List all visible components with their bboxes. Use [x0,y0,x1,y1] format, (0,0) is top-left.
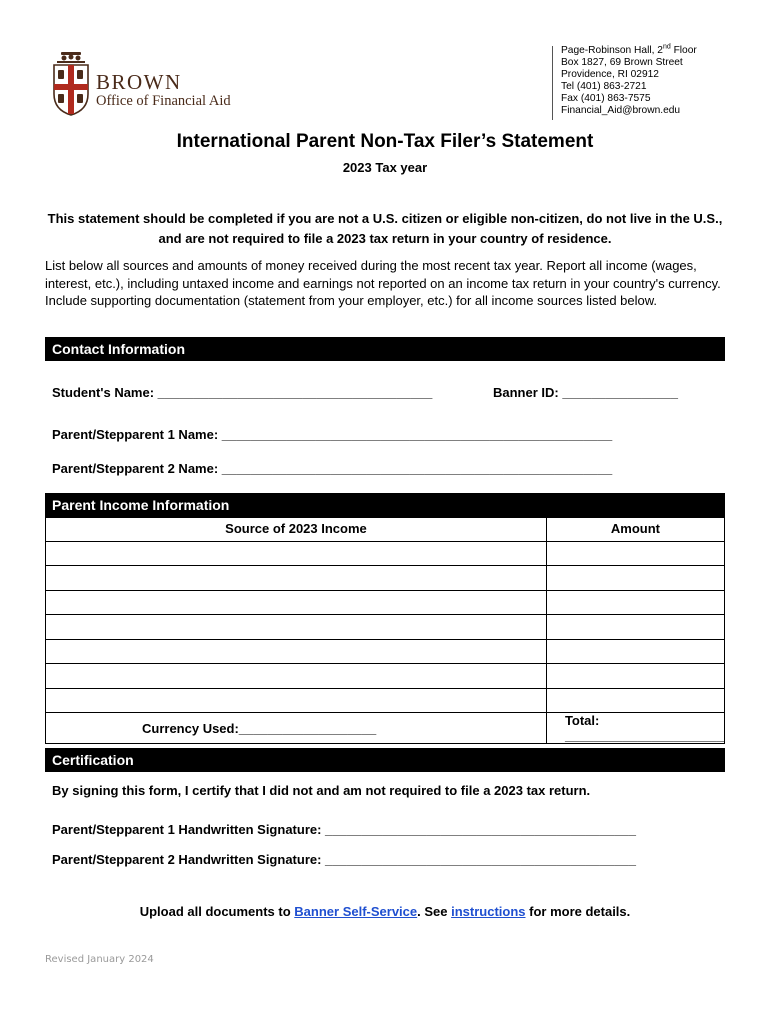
address-line-1: Page-Robinson Hall, 2nd Floor [561,43,697,56]
brand-subtitle: Office of Financial Aid [96,93,231,109]
student-name-field[interactable]: Student's Name: ______________________________________ [52,385,433,400]
table-row [46,590,725,615]
form-title: International Parent Non-Tax Filer’s Statement [176,131,594,152]
amount-cell[interactable] [546,639,724,664]
email: Financial_Aid@brown.edu [561,105,681,116]
contact-section-header: Contact Information [45,337,725,361]
address-line-2: Box 1827, 69 Brown Street [561,57,683,68]
banner-id-field[interactable]: Banner ID: ________________ [493,385,679,400]
instructions-paragraph: List below all sources and amounts of money received during the most recent tax year. Report all income (wages, interest, etc.), including untaxed income and earnings not reported on an income tax return in your country's currency. Include supporting documentation (statement from your employer, etc.) for all income sources listed below. [45,258,721,308]
income-table-header [46,518,725,542]
table-row [46,566,725,591]
income-table-footer [46,713,725,744]
revision-date: Revised January 2024 [45,954,154,965]
source-cell[interactable] [46,664,547,689]
source-column-header: Source of 2023 Income [46,518,547,542]
brown-shield-logo [52,50,90,116]
phone: Tel (401) 863-2721 [561,81,647,92]
table-row [46,615,725,640]
source-cell[interactable] [46,639,547,664]
table-row [46,541,725,566]
banner-self-service-link[interactable]: Banner Self-Service [294,904,418,919]
office-address [561,45,697,117]
source-cell[interactable] [46,590,547,615]
parent1-name-field[interactable]: Parent/Stepparent 1 Name: ______________________________________________________ [52,427,613,442]
source-cell[interactable] [46,541,547,566]
table-row [46,688,725,713]
upload-instructions: Upload all documents to Banner Self-Service. See instructions for more details. [139,904,631,919]
header-divider [552,46,553,120]
table-row [46,639,725,664]
amount-cell[interactable] [546,688,724,713]
certification-statement: By signing this form, I certify that I did not and am not required to file a 2023 tax return. [52,783,591,798]
amount-column-header: Amount [546,518,724,542]
amount-cell[interactable] [546,541,724,566]
eligibility-statement: This statement should be completed if you are not a U.S. citizen or eligible non-citizen, do not live in the U.S., and are not required to file a 2023 tax return in your country of residence. [47,211,723,246]
amount-cell[interactable] [546,590,724,615]
source-cell[interactable] [46,566,547,591]
currency-used-field[interactable]: Currency Used:___________________ [46,713,547,744]
income-table [45,517,725,744]
fax: Fax (401) 863-7575 [561,93,651,104]
parent2-signature-field[interactable]: Parent/Stepparent 2 Handwritten Signature: ___________________________________________ [52,852,636,867]
total-field[interactable]: Total: ______________________ [546,713,724,744]
instructions-link[interactable]: instructions [451,904,526,919]
address-line-3: Providence, RI 02912 [561,69,659,80]
parent2-name-field[interactable]: Parent/Stepparent 2 Name: ______________________________________________________ [52,461,613,476]
source-cell[interactable] [46,688,547,713]
brand-name: BROWN [96,70,182,94]
source-cell[interactable] [46,615,547,640]
certification-section-header: Certification [45,748,725,772]
income-section-header: Parent Income Information [45,493,725,517]
form-subtitle: 2023 Tax year [342,160,428,175]
amount-cell[interactable] [546,664,724,689]
parent1-signature-field[interactable]: Parent/Stepparent 1 Handwritten Signature: ___________________________________________ [52,822,636,837]
table-row [46,664,725,689]
amount-cell[interactable] [546,566,724,591]
amount-cell[interactable] [546,615,724,640]
